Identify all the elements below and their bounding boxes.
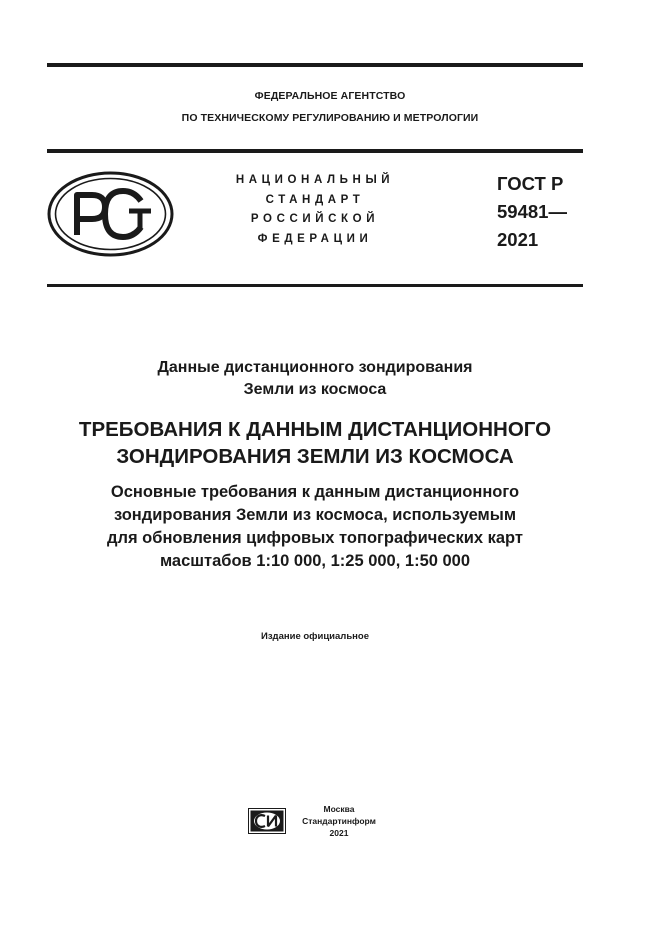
gost-r-logo-icon [47,171,174,257]
standard-code-line-3: 2021 [497,229,539,250]
publication-year: 2021 [329,828,349,838]
publisher-name: Стандартинформ [302,816,376,826]
series-title [0,357,630,401]
publisher-city: Москва [323,804,355,814]
main-title [0,416,630,470]
main-title-line: ЗОНДИРОВАНИЯ ЗЕМЛИ ИЗ КОСМОСА [116,445,514,468]
agency-name-line-2: ПО ТЕХНИЧЕСКОМУ РЕГУЛИРОВАНИЮ И МЕТРОЛОГИИ [181,112,479,124]
standard-code-line-1: ГОСТ Р [497,173,564,194]
standartinform-logo-icon [248,808,286,834]
top-rule [47,63,583,67]
agency-name-line-1: ФЕДЕРАЛЬНОЕ АГЕНТСТВО [254,90,406,102]
national-standard-line-4: ФЕДЕРАЦИИ [257,233,373,245]
main-title-line: ТРЕБОВАНИЯ К ДАННЫМ ДИСТАНЦИОННОГО [78,418,552,441]
subtitle [0,481,630,573]
series-title-line: Данные дистанционного зондирования [157,359,473,376]
standard-code-line-2: 59481— [497,201,567,222]
national-standard-line-1: НАЦИОНАЛЬНЫЙ [235,174,395,186]
national-standard-line-2: СТАНДАРТ [265,194,365,206]
middle-rule [47,149,583,153]
subtitle-line: зондирования Земли из космоса, используемым [113,506,517,524]
national-standard-line-3: РОССИЙСКОЙ [250,213,380,225]
subtitle-line: для обновления цифровых топографических карт [107,529,523,547]
series-title-line: Земли из космоса [243,381,387,398]
subtitle-line: Основные требования к данным дистанционного [110,483,520,501]
bottom-rule [47,284,583,287]
official-edition-label: Издание официальное [261,631,369,642]
subtitle-line: масштабов 1:10 000, 1:25 000, 1:50 000 [159,552,471,570]
